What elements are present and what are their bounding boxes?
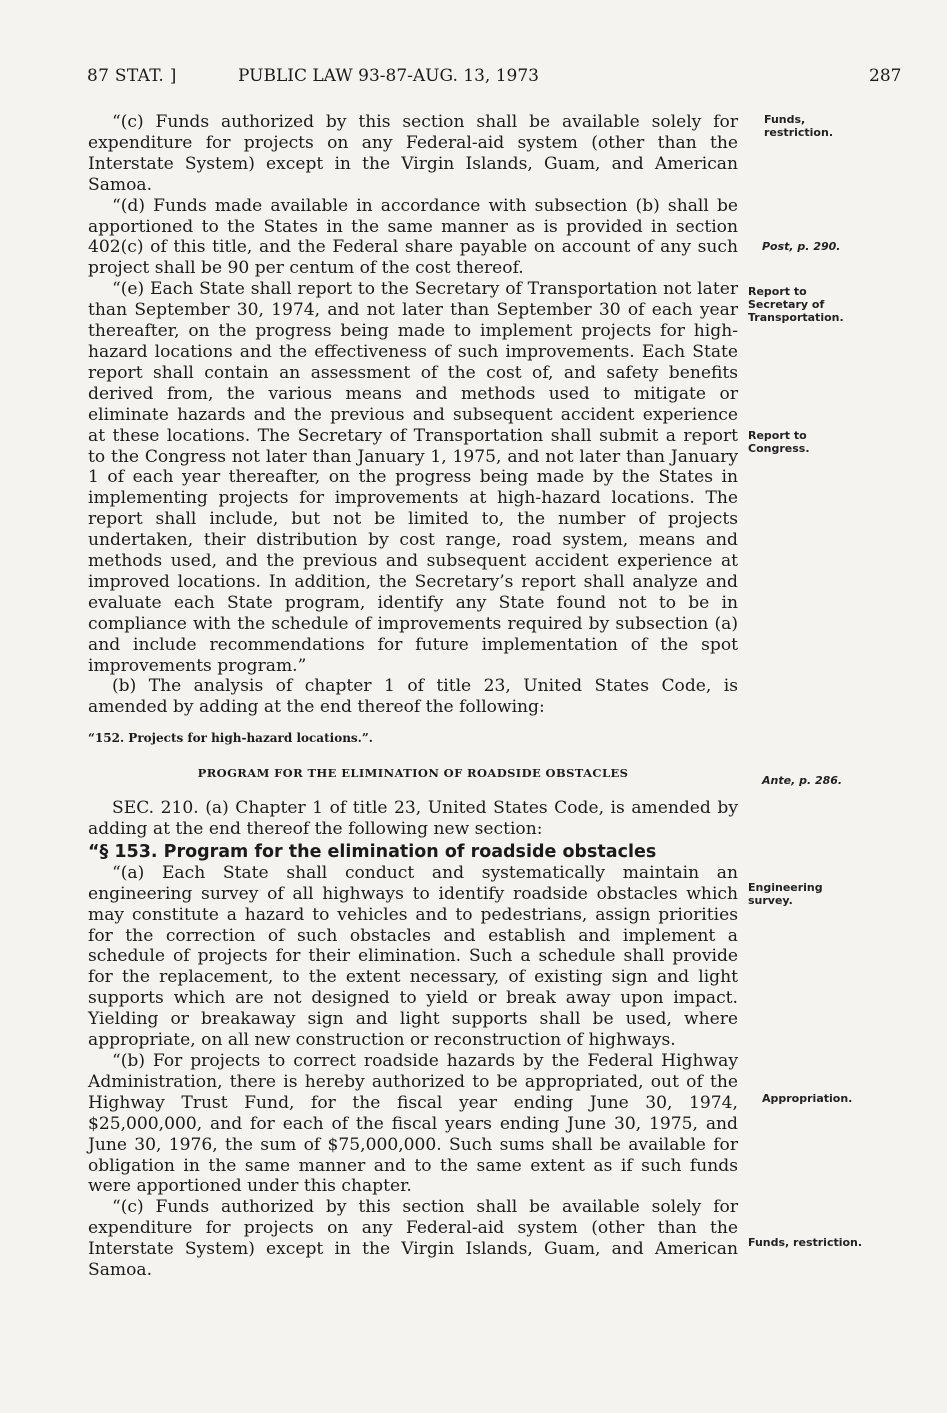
paragraph-e: “(e) Each State shall report to the Secretary of Transportation not later than September 30, 1974, and not later than September 30 of each year thereafter, on the progress being made to implement projects for high-hazard locations and the effectiveness of such improvements. Each State report shall contain an assessment of the cost of, and safety benefits derived from, the various means and methods used to mitigate or eliminate hazards and the previous and subsequent accident experience at these locations. The Secretary of Transportation shall submit a report to the Congress not later than January 1, 1975, and not later than January 1 of each year thereafter, on the progress being made by the States in implementing projects for improvements at high-hazard locations. The report shall include, but not be limited to, the number of projects undertaken, their distribution by cost range, road system, means and methods used, and the previous and subsequent accident experience at improved locations. In addition, the Secretary’s report shall analyze and evaluate each State program, identify any State found not to be in compliance with the schedule of improvements required by subsection (a) and include recommendations for future implementation of the spot improvements program.” — [88, 279, 738, 676]
sec-210-label: SEC. 210. — [112, 798, 199, 819]
paragraph-d: “(d) Funds made available in accordance with subsection (b) shall be apportioned to the States in the same manner as is provided in section 402(c) of this title, and the Federal share payable on account of any such project shall be 90 per centum of the cost thereof. — [88, 195, 738, 279]
sec-210-text: (a) Chapter 1 of title 23, United States Code, is amended by adding at the end thereof the following new section: — [88, 798, 738, 839]
running-head-title: PUBLIC LAW 93-87-AUG. 13, 1973 — [238, 66, 539, 86]
sec-210-paragraph — [88, 798, 738, 840]
page-number: 287 — [869, 66, 902, 86]
paragraph-c: “(c) Funds authorized by this section shall be available solely for expenditure for projects on any Federal-aid system (other than the Interstate System) except in the Virgin Islands, Guam, and American Samoa. — [88, 112, 738, 195]
margin-note-funds-restriction-2: Funds, restriction. — [748, 1236, 863, 1249]
margin-note-report-to-congress: Report to Congress. — [748, 429, 810, 455]
margin-note-ante-reference: Ante, p. 286. — [762, 774, 843, 787]
section-153-title: “§ 153. Program for the elimination of roadside obstacles — [88, 841, 657, 862]
margin-note-funds-restriction: Funds, restriction. — [764, 113, 834, 139]
paragraph-analysis-amendment: (b) The analysis of chapter 1 of title 23, United States Code, is amended by adding at the end thereof the following: — [88, 676, 738, 718]
section-153-paragraph-a: “(a) Each State shall conduct and systematically maintain an engineering survey of all highways to identify roadside obstacles which may constitute a hazard to vehicles and to pedestrians, assign priorities for the correction of such obstacles and establish and implement a schedule of projects for their elimination. Such a schedule shall provide for the replacement, to the extent necessary, of existing sign and light supports which are not designed to yield or break away upon impact. Yielding or breakaway sign and light supports shall be used, where appropriate, on all new construction or reconstruction of highways. — [88, 862, 738, 1051]
running-head-stat: 87 STAT. ] — [87, 66, 177, 86]
margin-note-post-reference: Post, p. 290. — [762, 240, 841, 253]
margin-note-appropriation: Appropriation. — [762, 1092, 853, 1105]
body-text — [88, 112, 738, 1281]
margin-note-report-to-secretary: Report to Secretary of Transportation. — [748, 285, 844, 324]
analysis-entry: “152. Projects for high-hazard locations.”. — [88, 731, 373, 746]
section-153-paragraph-b: “(b) For projects to correct roadside hazards by the Federal Highway Administration, there is hereby authorized to be appropriated, out of the Highway Trust Fund, for the fiscal year ending June 30, 1974, $25,000,000, and for each of the fiscal years ending June 30, 1975, and June 30, 1976, the sum of $75,000,000. Such sums shall be available for obligation in the same manner and to the same extent as if such funds were apportioned under this chapter. — [88, 1050, 738, 1197]
section-153-paragraph-c: “(c) Funds authorized by this section shall be available solely for expenditure for projects on any Federal-aid system (other than the Interstate System) except in the Virgin Islands, Guam, and American Samoa. — [88, 1197, 738, 1281]
margin-note-engineering-survey: Engineering survey. — [748, 881, 823, 907]
section-heading: PROGRAM FOR THE ELIMINATION OF ROADSIDE OBSTACLES — [197, 766, 629, 781]
